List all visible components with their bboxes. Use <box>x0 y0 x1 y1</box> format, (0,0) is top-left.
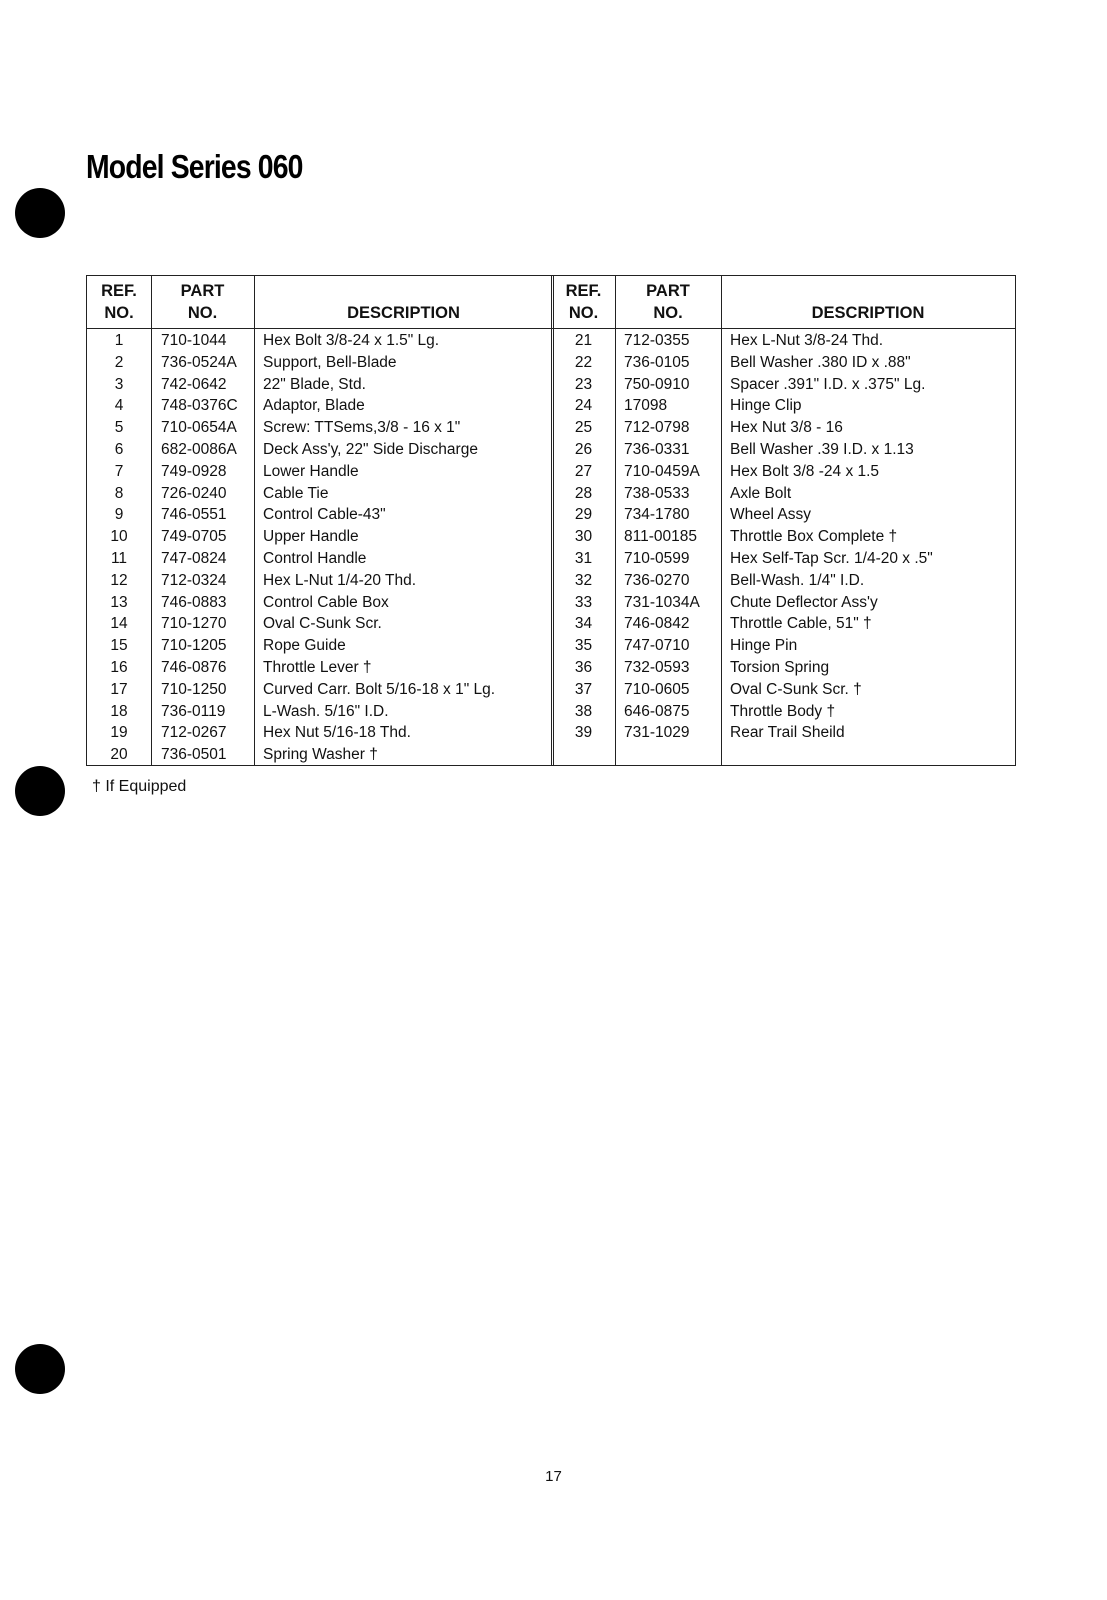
part-number-cell: 736-0119 <box>161 702 226 720</box>
description-cell: Wheel Assy <box>730 506 811 524</box>
table-row <box>87 504 553 526</box>
footnote: † If Equipped <box>92 778 187 795</box>
page-title: Model Series 060 <box>86 148 303 185</box>
ref-cell: 39 <box>574 724 593 742</box>
ref-header: REF. <box>565 282 602 300</box>
ref-cell: 13 <box>110 593 128 611</box>
table-row <box>87 461 553 483</box>
binder-hole-icon <box>15 188 65 238</box>
table-row <box>87 374 553 396</box>
table-row <box>552 679 1015 701</box>
table-row <box>87 744 553 766</box>
ref-cell: 15 <box>110 637 128 655</box>
description-header: DESCRIPTION <box>811 304 925 322</box>
part-number-cell: 748-0376C <box>161 397 238 415</box>
table-row <box>552 504 1015 526</box>
description-cell: Bell-Wash. 1/4" I.D. <box>730 571 865 589</box>
table-body-right <box>552 330 1015 744</box>
table-row <box>87 701 553 723</box>
part-number-cell: 731-1029 <box>624 724 690 742</box>
table-row <box>552 635 1015 657</box>
ref-cell: 5 <box>114 419 124 437</box>
part-header: PART <box>646 282 690 300</box>
part-number-cell: 742-0642 <box>161 375 227 393</box>
part-number-cell: 710-1044 <box>161 332 227 349</box>
table-row <box>552 395 1015 417</box>
part-number-cell: 746-0876 <box>161 658 227 676</box>
description-cell: Rear Trail Sheild <box>730 724 845 742</box>
table-row <box>552 439 1015 461</box>
table-row <box>552 613 1015 635</box>
ref-cell: 7 <box>114 462 124 480</box>
part-number-cell: 712-0798 <box>624 419 690 437</box>
description-cell: Hex L-Nut 3/8-24 Thd. <box>730 332 884 349</box>
description-cell: Axle Bolt <box>730 484 792 502</box>
table-row <box>87 526 553 548</box>
part-number-cell: 749-0705 <box>161 528 227 546</box>
description-cell: Curved Carr. Bolt 5/16-18 x 1" Lg. <box>263 680 496 698</box>
part-number-cell: 712-0355 <box>624 332 690 349</box>
table-row <box>87 570 553 592</box>
part-number-cell: 710-0605 <box>624 680 690 698</box>
table-row <box>552 570 1015 592</box>
part-number-cell: 710-1250 <box>161 680 227 698</box>
table-row <box>552 701 1015 723</box>
description-header: DESCRIPTION <box>347 304 460 322</box>
description-cell: Hinge Clip <box>730 397 802 415</box>
ref-cell: 4 <box>114 397 124 415</box>
part-header-no: NO. <box>187 304 218 322</box>
ref-cell: 30 <box>574 528 593 546</box>
part-number-cell: 712-0324 <box>161 571 227 589</box>
ref-header: REF. <box>101 282 137 300</box>
description-cell: 22" Blade, Std. <box>263 375 366 393</box>
ref-cell: 25 <box>574 419 593 437</box>
table-row <box>87 330 553 352</box>
description-cell: Control Cable-43" <box>263 506 386 524</box>
part-number-cell: 747-0824 <box>161 549 227 567</box>
ref-cell: 24 <box>574 397 593 415</box>
table-row <box>87 352 553 374</box>
part-number-cell: 747-0710 <box>624 637 690 655</box>
description-cell: Hinge Pin <box>730 637 798 655</box>
ref-cell: 31 <box>574 549 593 567</box>
description-cell: Hex Self-Tap Scr. 1/4-20 x .5" <box>730 549 933 567</box>
part-number-cell: 736-0105 <box>624 353 690 371</box>
part-number-cell: 731-1034A <box>624 593 700 611</box>
description-cell: Control Handle <box>263 549 367 567</box>
description-cell: Rope Guide <box>263 637 346 655</box>
parts-table-right <box>551 275 1016 766</box>
description-cell: Throttle Body † <box>730 702 836 720</box>
table-row <box>87 592 553 614</box>
description-cell: Upper Handle <box>263 528 359 546</box>
page-number: 17 <box>545 1468 562 1485</box>
part-number-cell: 736-0270 <box>624 571 690 589</box>
table-row <box>552 374 1015 396</box>
part-number-cell: 734-1780 <box>624 506 690 524</box>
part-number-cell: 710-1205 <box>161 637 227 655</box>
table-row <box>552 483 1015 505</box>
description-cell: Spring Washer † <box>263 746 378 764</box>
part-number-cell: 17098 <box>624 397 668 415</box>
part-header-no: NO. <box>653 304 683 322</box>
ref-cell: 14 <box>110 615 128 633</box>
part-number-cell: 736-0331 <box>624 440 690 458</box>
part-number-cell: 746-0842 <box>624 615 690 633</box>
part-number-cell: 726-0240 <box>161 484 227 502</box>
table-row <box>87 635 553 657</box>
description-cell: Control Cable Box <box>263 593 389 611</box>
ref-cell: 16 <box>110 658 128 676</box>
ref-cell: 38 <box>574 702 593 720</box>
table-body-left <box>87 330 553 766</box>
ref-cell: 20 <box>110 746 128 764</box>
part-number-cell: 710-1270 <box>161 615 227 633</box>
description-cell: Oval C-Sunk Scr. <box>263 615 382 633</box>
description-cell: Deck Ass'y, 22" Side Discharge <box>263 440 478 458</box>
ref-cell: 10 <box>110 528 128 546</box>
table-row <box>552 352 1015 374</box>
ref-cell: 29 <box>574 506 593 524</box>
ref-cell: 3 <box>114 375 124 393</box>
parts-table-left <box>86 275 554 766</box>
ref-cell: 21 <box>574 332 593 349</box>
table-row <box>552 722 1015 744</box>
table-row <box>552 592 1015 614</box>
part-number-cell: 710-0459A <box>624 462 700 480</box>
part-number-cell: 736-0501 <box>161 746 227 764</box>
table-row <box>552 461 1015 483</box>
description-cell: Chute Deflector Ass'y <box>730 593 878 611</box>
part-header: PART <box>180 282 225 300</box>
ref-cell: 1 <box>114 332 124 349</box>
ref-cell: 9 <box>114 506 124 524</box>
ref-cell: 18 <box>110 702 128 720</box>
description-cell: Support, Bell-Blade <box>263 353 397 371</box>
binder-hole-icon <box>15 1344 65 1394</box>
table-row <box>552 417 1015 439</box>
part-number-cell: 749-0928 <box>161 462 227 480</box>
part-number-cell: 710-0599 <box>624 549 690 567</box>
description-cell: Screw: TTSems,3/8 - 16 x 1" <box>263 419 461 437</box>
table-row <box>87 417 553 439</box>
description-cell: Torsion Spring <box>730 658 830 676</box>
description-cell: Throttle Lever † <box>263 658 372 676</box>
ref-cell: 27 <box>574 462 593 480</box>
part-number-cell: 738-0533 <box>624 484 690 502</box>
table-row <box>552 526 1015 548</box>
part-number-cell: 712-0267 <box>161 724 227 742</box>
description-cell: L-Wash. 5/16" I.D. <box>263 702 389 720</box>
table-row <box>87 679 553 701</box>
description-cell: Bell Washer .39 I.D. x 1.13 <box>730 440 914 458</box>
table-row <box>552 548 1015 570</box>
description-cell: Cable Tie <box>263 484 329 502</box>
ref-cell: 32 <box>574 571 593 589</box>
part-number-cell: 750-0910 <box>624 375 690 393</box>
table-row <box>87 395 553 417</box>
description-cell: Spacer .391" I.D. x .375" Lg. <box>730 375 926 393</box>
table-row <box>552 330 1015 352</box>
part-number-cell: 646-0875 <box>624 702 690 720</box>
description-cell: Adaptor, Blade <box>263 397 365 415</box>
part-number-cell: 736-0524A <box>161 353 237 371</box>
ref-cell: 19 <box>110 724 128 742</box>
ref-cell: 22 <box>574 353 593 371</box>
ref-cell: 28 <box>574 484 593 502</box>
part-number-cell: 746-0551 <box>161 506 227 524</box>
part-number-cell: 746-0883 <box>161 593 227 611</box>
ref-cell: 6 <box>114 440 124 458</box>
description-cell: Oval C-Sunk Scr. † <box>730 680 862 698</box>
ref-cell: 17 <box>110 680 128 698</box>
ref-cell: 8 <box>114 484 124 502</box>
table-row <box>87 483 553 505</box>
part-number-cell: 682-0086A <box>161 440 237 458</box>
table-row <box>87 548 553 570</box>
table-row <box>552 657 1015 679</box>
part-number-cell: 811-00185 <box>624 528 697 546</box>
description-cell: Throttle Box Complete † <box>730 528 898 546</box>
table-row <box>87 657 553 679</box>
binder-hole-icon <box>15 766 65 816</box>
ref-header-no: NO. <box>568 304 599 322</box>
ref-cell: 35 <box>574 637 593 655</box>
description-cell: Bell Washer .380 ID x .88" <box>730 353 911 371</box>
ref-cell: 12 <box>110 571 128 589</box>
part-number-cell: 710-0654A <box>161 419 237 437</box>
table-row <box>87 613 553 635</box>
ref-cell: 36 <box>574 658 593 676</box>
description-cell: Hex Nut 3/8 - 16 <box>730 419 843 437</box>
description-cell: Throttle Cable, 51" † <box>730 615 872 633</box>
ref-cell: 11 <box>110 549 128 567</box>
ref-cell: 37 <box>574 680 593 698</box>
ref-cell: 2 <box>114 353 124 371</box>
ref-cell: 23 <box>574 375 593 393</box>
table-row <box>87 439 553 461</box>
description-cell: Hex L-Nut 1/4-20 Thd. <box>263 571 417 589</box>
description-cell: Hex Bolt 3/8 -24 x 1.5 <box>730 462 880 480</box>
part-number-cell: 732-0593 <box>624 658 690 676</box>
description-cell: Hex Bolt 3/8-24 x 1.5" Lg. <box>263 332 440 349</box>
ref-header-no: NO. <box>104 304 134 322</box>
description-cell: Hex Nut 5/16-18 Thd. <box>263 724 411 742</box>
ref-cell: 26 <box>574 440 593 458</box>
ref-cell: 34 <box>574 615 593 633</box>
table-row <box>87 722 553 744</box>
description-cell: Lower Handle <box>263 462 359 480</box>
ref-cell: 33 <box>574 593 593 611</box>
